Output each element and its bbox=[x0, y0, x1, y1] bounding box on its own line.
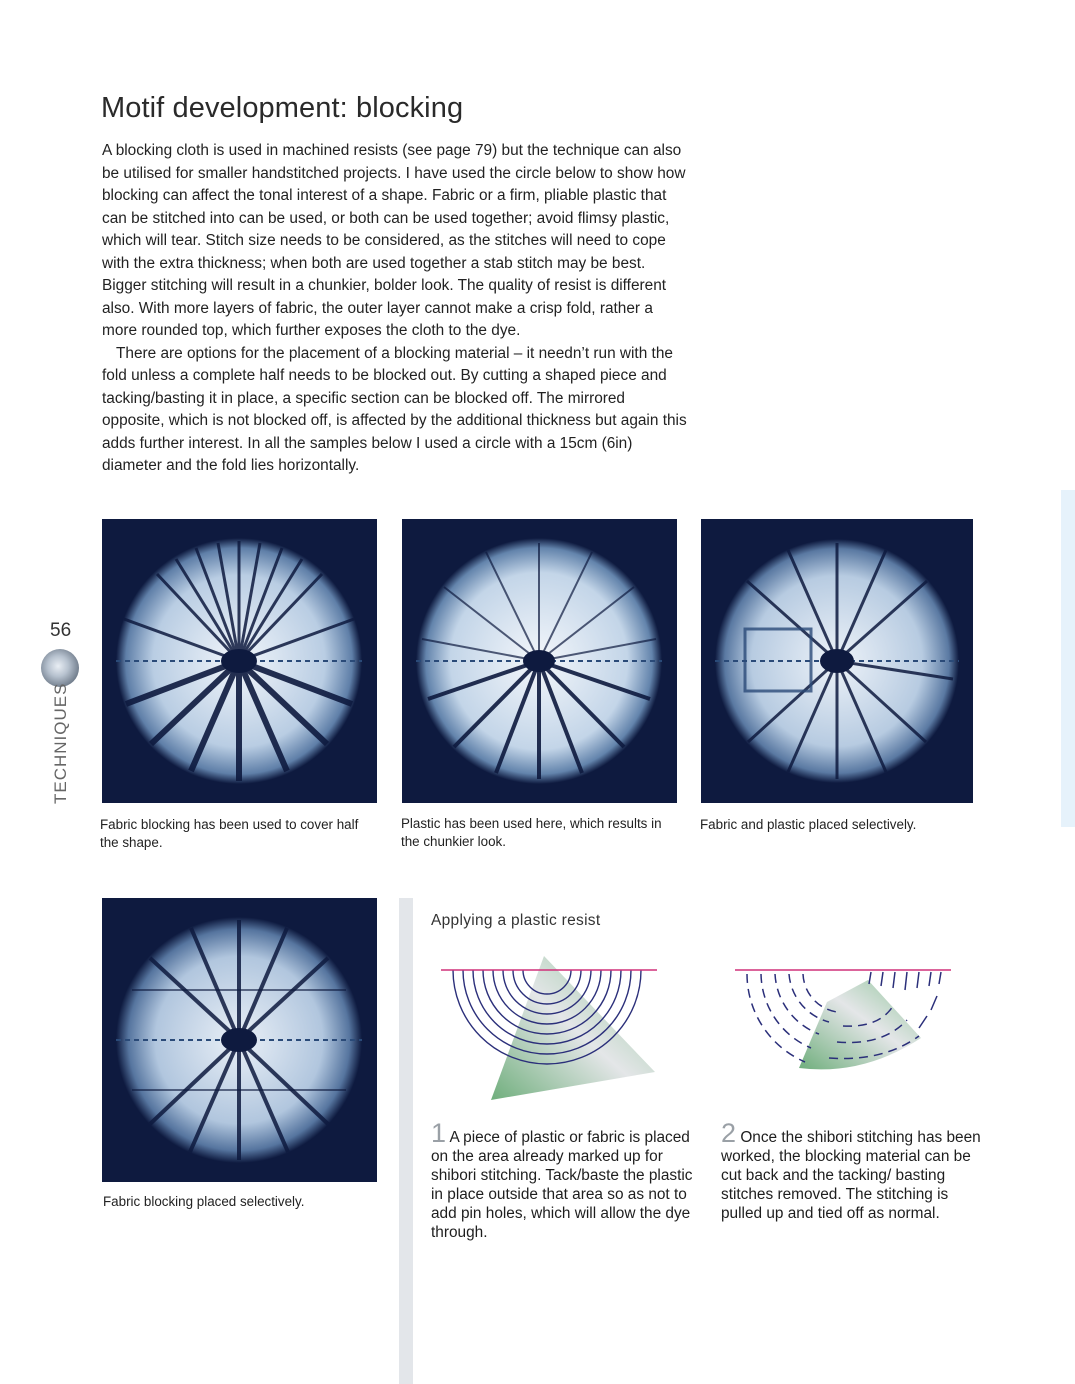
photo-caption: Fabric blocking placed selectively. bbox=[103, 1194, 305, 1209]
step-1-instruction bbox=[431, 1118, 693, 1242]
photo-caption: Fabric and plastic placed selectively. bbox=[700, 817, 917, 832]
section-label: TECHNIQUES bbox=[51, 682, 70, 804]
step-1-text: A piece of plastic or fabric is placed on the area already marked up for shibori stitching. Tack/baste the plastic in place outside that area so as not to add pin holes, which will allow the dye through. bbox=[431, 1129, 693, 1241]
body-paragraph: There are options for the placement of a blocking material – it needn’t run with the fold unless a complete half needs to be blocked out. By cutting a shaped piece and tacking/basting it in place, a specific section can be blocked off. The mirrored opposite, which is not blocked off, is affected by the additional thickness but again this adds further interest. In all the samples below I used a circle with a 15cm (6in) diameter and the fold lies horizontally. bbox=[102, 344, 687, 474]
sample-photo-fabric-selective bbox=[102, 898, 377, 1182]
sample-photo-fabric-plastic-selective bbox=[701, 519, 973, 803]
step-2-text: Once the shibori stitching has been worked, the blocking material can be cut back and the tacking/ basting stitches removed. The stitching is pulled up and tied off as normal. bbox=[721, 1129, 981, 1222]
step-2-number: 2 bbox=[721, 1118, 737, 1148]
diagram-step-2 bbox=[733, 962, 955, 1076]
step-2-instruction bbox=[721, 1118, 981, 1223]
diagram-title: Applying a plastic resist bbox=[431, 912, 601, 929]
column-divider bbox=[399, 898, 413, 1384]
body-paragraph: A blocking cloth is used in machined resists (see page 79) but the technique can also be utilised for smaller handstitched projects. I have used the circle below to show how blocking can affect the tonal interest of a shape. Fabric or a firm, pliable plastic that can be stitched into can be used, or both can be used together; avoid flimsy plastic, which will tear. Stitch size needs to be considered, as the stitches will need to cope with the extra thickness; when both are used together a stab stitch may be best. Bigger stitching will result in a chunkier, bolder look. The quality of resist is different also. With more layers of fabric, the outer layer cannot make a crisp fold, rather a more rounded top, which further exposes the cloth to the dye. bbox=[102, 142, 686, 339]
photo-caption: Plastic has been used here, which results in the chunkier look. bbox=[401, 816, 662, 849]
page-title: Motif development: blocking bbox=[101, 92, 464, 124]
page-edge-tab bbox=[1061, 490, 1075, 827]
step-1-number: 1 bbox=[431, 1118, 447, 1148]
sample-photo-fabric-half bbox=[102, 519, 377, 803]
diagram-step-1 bbox=[437, 952, 662, 1104]
sample-photo-plastic bbox=[402, 519, 677, 803]
body-text bbox=[102, 140, 690, 478]
section-disc-icon bbox=[41, 649, 79, 687]
photo-caption: Fabric blocking has been used to cover half the shape. bbox=[100, 817, 359, 850]
page-number: 56 bbox=[50, 620, 72, 641]
